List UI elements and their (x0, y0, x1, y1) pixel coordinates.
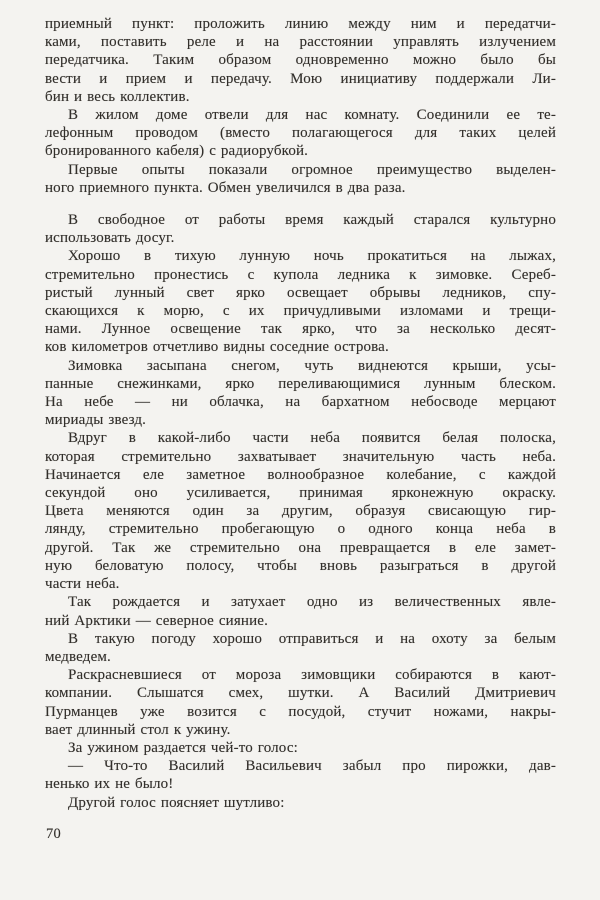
text-line: лефонным проводом (вместо полагающегося для таких целей (45, 125, 556, 142)
text-line: ков километров отчетливо видны соседние острова. (45, 339, 389, 356)
text-line: бин и весь коллектив. (45, 88, 190, 105)
text-line: Зимовка засыпана снегом, чуть виднеются крыши, усы- (68, 357, 556, 374)
paragraph (45, 794, 556, 812)
paragraph (45, 739, 556, 757)
text-line: панные снежинками, ярко переливающимися лунным блеском. (45, 375, 556, 392)
text-line: ками, поставить реле и на расстоянии управлять излучением (45, 34, 556, 51)
text-line: медведем. (45, 648, 111, 665)
text-line: вести и прием и передачу. Мою инициативу поддержали Ли- (45, 70, 556, 87)
text-line: Другой голос поясняет шутливо: (68, 794, 285, 811)
text-line: стремительно пронестись с купола ледника к зимовке. Сереб- (45, 266, 556, 283)
page-number: 70 (46, 826, 62, 842)
text-line: Цвета меняются один за другим, образуя свисающую гир- (45, 503, 556, 520)
text-line: За ужином раздается чей-то голос: (68, 739, 298, 756)
text-line: передатчика. Таким образом одновременно можно было бы (45, 52, 556, 69)
text-line: Хорошо в тихую лунную ночь прокатиться на лыжах, (68, 248, 556, 265)
page-text (45, 15, 556, 812)
text-line: Пурманцев уже возится с посудой, стучит ножами, накры- (45, 703, 556, 720)
paragraph (45, 106, 556, 161)
paragraph (45, 211, 556, 247)
text-line: секундой оно усиливается, принимая ярконежную окраску. (45, 485, 556, 502)
text-line: лянду, стремительно пробегающую о одного конца неба в (45, 521, 556, 538)
text-line: части неба. (45, 576, 120, 593)
paragraph (45, 593, 556, 629)
text-line: бронированного кабеля) с радиорубкой. (45, 143, 309, 160)
text-line: ного приемного пункта. Обмен увеличился в два раза. (45, 179, 406, 196)
paragraph (45, 630, 556, 666)
text-line: которая стремительно захватывает значительную часть неба. (45, 448, 556, 465)
paragraph (45, 15, 556, 106)
text-line: приемный пункт: проложить линию между ним и передатчи- (45, 16, 556, 32)
text-line: Вдруг в какой-либо части неба появится белая полоска, (68, 430, 556, 447)
paragraph (45, 666, 556, 739)
text-line: нами. Лунное освещение так ярко, что за несколько десят- (45, 321, 556, 338)
paragraph (45, 161, 556, 197)
text-line: мириады звезд. (45, 412, 147, 429)
text-line: скающихся к морю, с их причудливыми изломами и трещи- (45, 303, 556, 320)
paragraph (45, 247, 556, 356)
paragraph (45, 357, 556, 430)
paragraph (45, 757, 556, 793)
text-line: Первые опыты показали огромное преимущество выделен- (68, 161, 556, 178)
text-line: ную беловатую полосу, чтобы вновь разыграться в другой (45, 557, 556, 574)
text-line: В такую погоду хорошо отправиться и на охоту за белым (68, 630, 556, 647)
text-line: другой. Так же стремительно она превращается в еле замет- (45, 539, 556, 556)
text-line: Начинается еле заметное волнообразное колебание, с каждой (45, 466, 556, 483)
text-line: использовать досуг. (45, 230, 175, 247)
text-line: вает длинный стол к ужину. (45, 721, 231, 738)
text-line: ний Арктики — северное сияние. (45, 612, 268, 629)
text-line: компании. Слышатся смех, шутки. А Василий Дмитриевич (45, 685, 556, 702)
text-line: На небе — ни облачка, на бархатном небосводе мерцают (45, 394, 556, 411)
text-line: Раскрасневшиеся от мороза зимовщики собираются в кают- (68, 667, 556, 684)
text-line: ненько их не было! (45, 776, 174, 793)
text-line: ристый лунный свет ярко освещает обрывы ледников, спу- (45, 284, 556, 301)
text-line: — Что-то Василий Васильевич забыл про пирожки, дав- (68, 758, 556, 775)
text-line: Так рождается и затухает одно из величественных явле- (68, 594, 556, 611)
paragraph (45, 429, 556, 593)
text-line: В свободное от работы время каждый старался культурно (68, 212, 556, 229)
text-line: В жилом доме отвели для нас комнату. Соединили ее те- (68, 107, 556, 124)
